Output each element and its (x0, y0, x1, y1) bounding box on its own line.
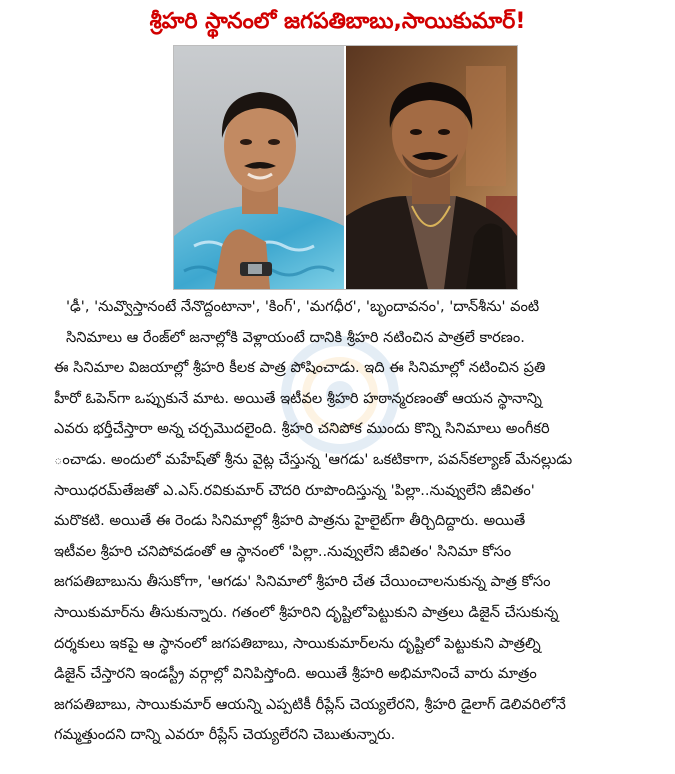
portrait-right-illustration (346, 46, 517, 289)
photo-sai-kumar (346, 46, 517, 289)
article-line: సాయిధరమ్‌తేజతో ఎ.ఎస్.రవికుమార్ చౌదరి రూపొందిస్తున్న 'పిల్లా..నువ్వులేని జీవితం' (54, 481, 535, 499)
article-line: మరొకటి. అయితే ఈ రెండు సినిమాల్లో శ్రీహరి పాత్రను హైలైట్‌గా తీర్చిదిద్దారు. అయితే (54, 512, 526, 530)
article-body (54, 292, 654, 751)
article-line: 'ఢీ', 'నువ్వొస్తానంటే నేనొద్దంటానా', 'కింగ్', 'మగధీర', 'బృందావనం', 'దాన్‌శీను' వంటి (66, 298, 540, 315)
article-line: ఎవరు భర్తీచేస్తారా అన్న చర్చమొదలైంది. శ్రీహరి చనిపోక ముందు కొన్ని సినిమాలు అంగీకరి (54, 420, 550, 438)
article-line: గమ్మత్తుందని దాన్ని ఎవరూ రీప్లేస్ చెయ్యలేరని చెబుతున్నారు. (54, 726, 396, 744)
article-line: ంచాడు. అందులో మహేష్‌తో శ్రీను వైట్ల చేస్తున్న 'ఆగడు' ఒకటికాగా, పవన్‌కల్యాణ్ మేనల్లుడు (54, 450, 573, 468)
article-line: ఈ సినిమాల విజయాల్లో శ్రీహరి కీలక పాత్ర పోషించాడు. ఇది ఈ సినిమాల్లో నటించిన ప్రతి (54, 359, 546, 377)
photo-jagapathi-babu (174, 46, 344, 289)
article-line: జగపతిబాబును తీసుకోగా, 'ఆగడు' సినిమాలో శ్రీహరి చేత చేయించాలనుకున్న పాత్ర కోసం (54, 573, 551, 591)
article-line: ఇటీవల శ్రీహరి చనిపోవడంతో ఆ స్థానంలో 'పిల్లా..నువ్వులేని జీవితం' సినిమా కోసం (54, 542, 512, 560)
article-line: సాయికుమార్‌ను తీసుకున్నారు. గతంలో శ్రీహరిని దృష్టిలోపెట్టుకుని పాత్రలు డిజైన్ చేసుకున్న (54, 603, 559, 621)
article-line: జగపతిబాబు, సాయికుమార్ ఆయన్ని ఎప్పటికీ రీప్లేస్ చెయ్యలేరని, శ్రీహరి డైలాగ్ డెలివరిలోనే (54, 695, 566, 713)
article-headline: శ్రీహరి స్థానంలో జగపతిబాబు,సాయికుమార్! (149, 9, 526, 34)
article-line: హీరో ఓపెన్‌గా ఒప్పుకునే మాట. అయితే ఇటీవల శ్రీహరి హఠాన్మరణంతో ఆయన స్థానాన్ని (54, 389, 542, 407)
article-line: దర్శకులు ఇకపై ఆ స్థానంలో జగపతిబాబు, సాయికుమార్‌లను దృష్టిలో పెట్టుకుని పాత్రల్ని (54, 634, 541, 652)
article-line: డిజైన్ చేస్తారని ఇండస్ట్రీ వర్గాల్లో వినిపిస్తోంది. అయితే శ్రీహరి అభిమానించే వారు మాత్రం (54, 665, 537, 683)
article-line: సినిమాలు ఆ రేంజ్‌లో జనాల్లోకి వెళ్లాయంటే దానికి శ్రీహరి నటించిన పాత్రలే కారణం. (66, 328, 525, 346)
photo-collage (173, 45, 518, 290)
portrait-left-illustration (174, 46, 344, 289)
